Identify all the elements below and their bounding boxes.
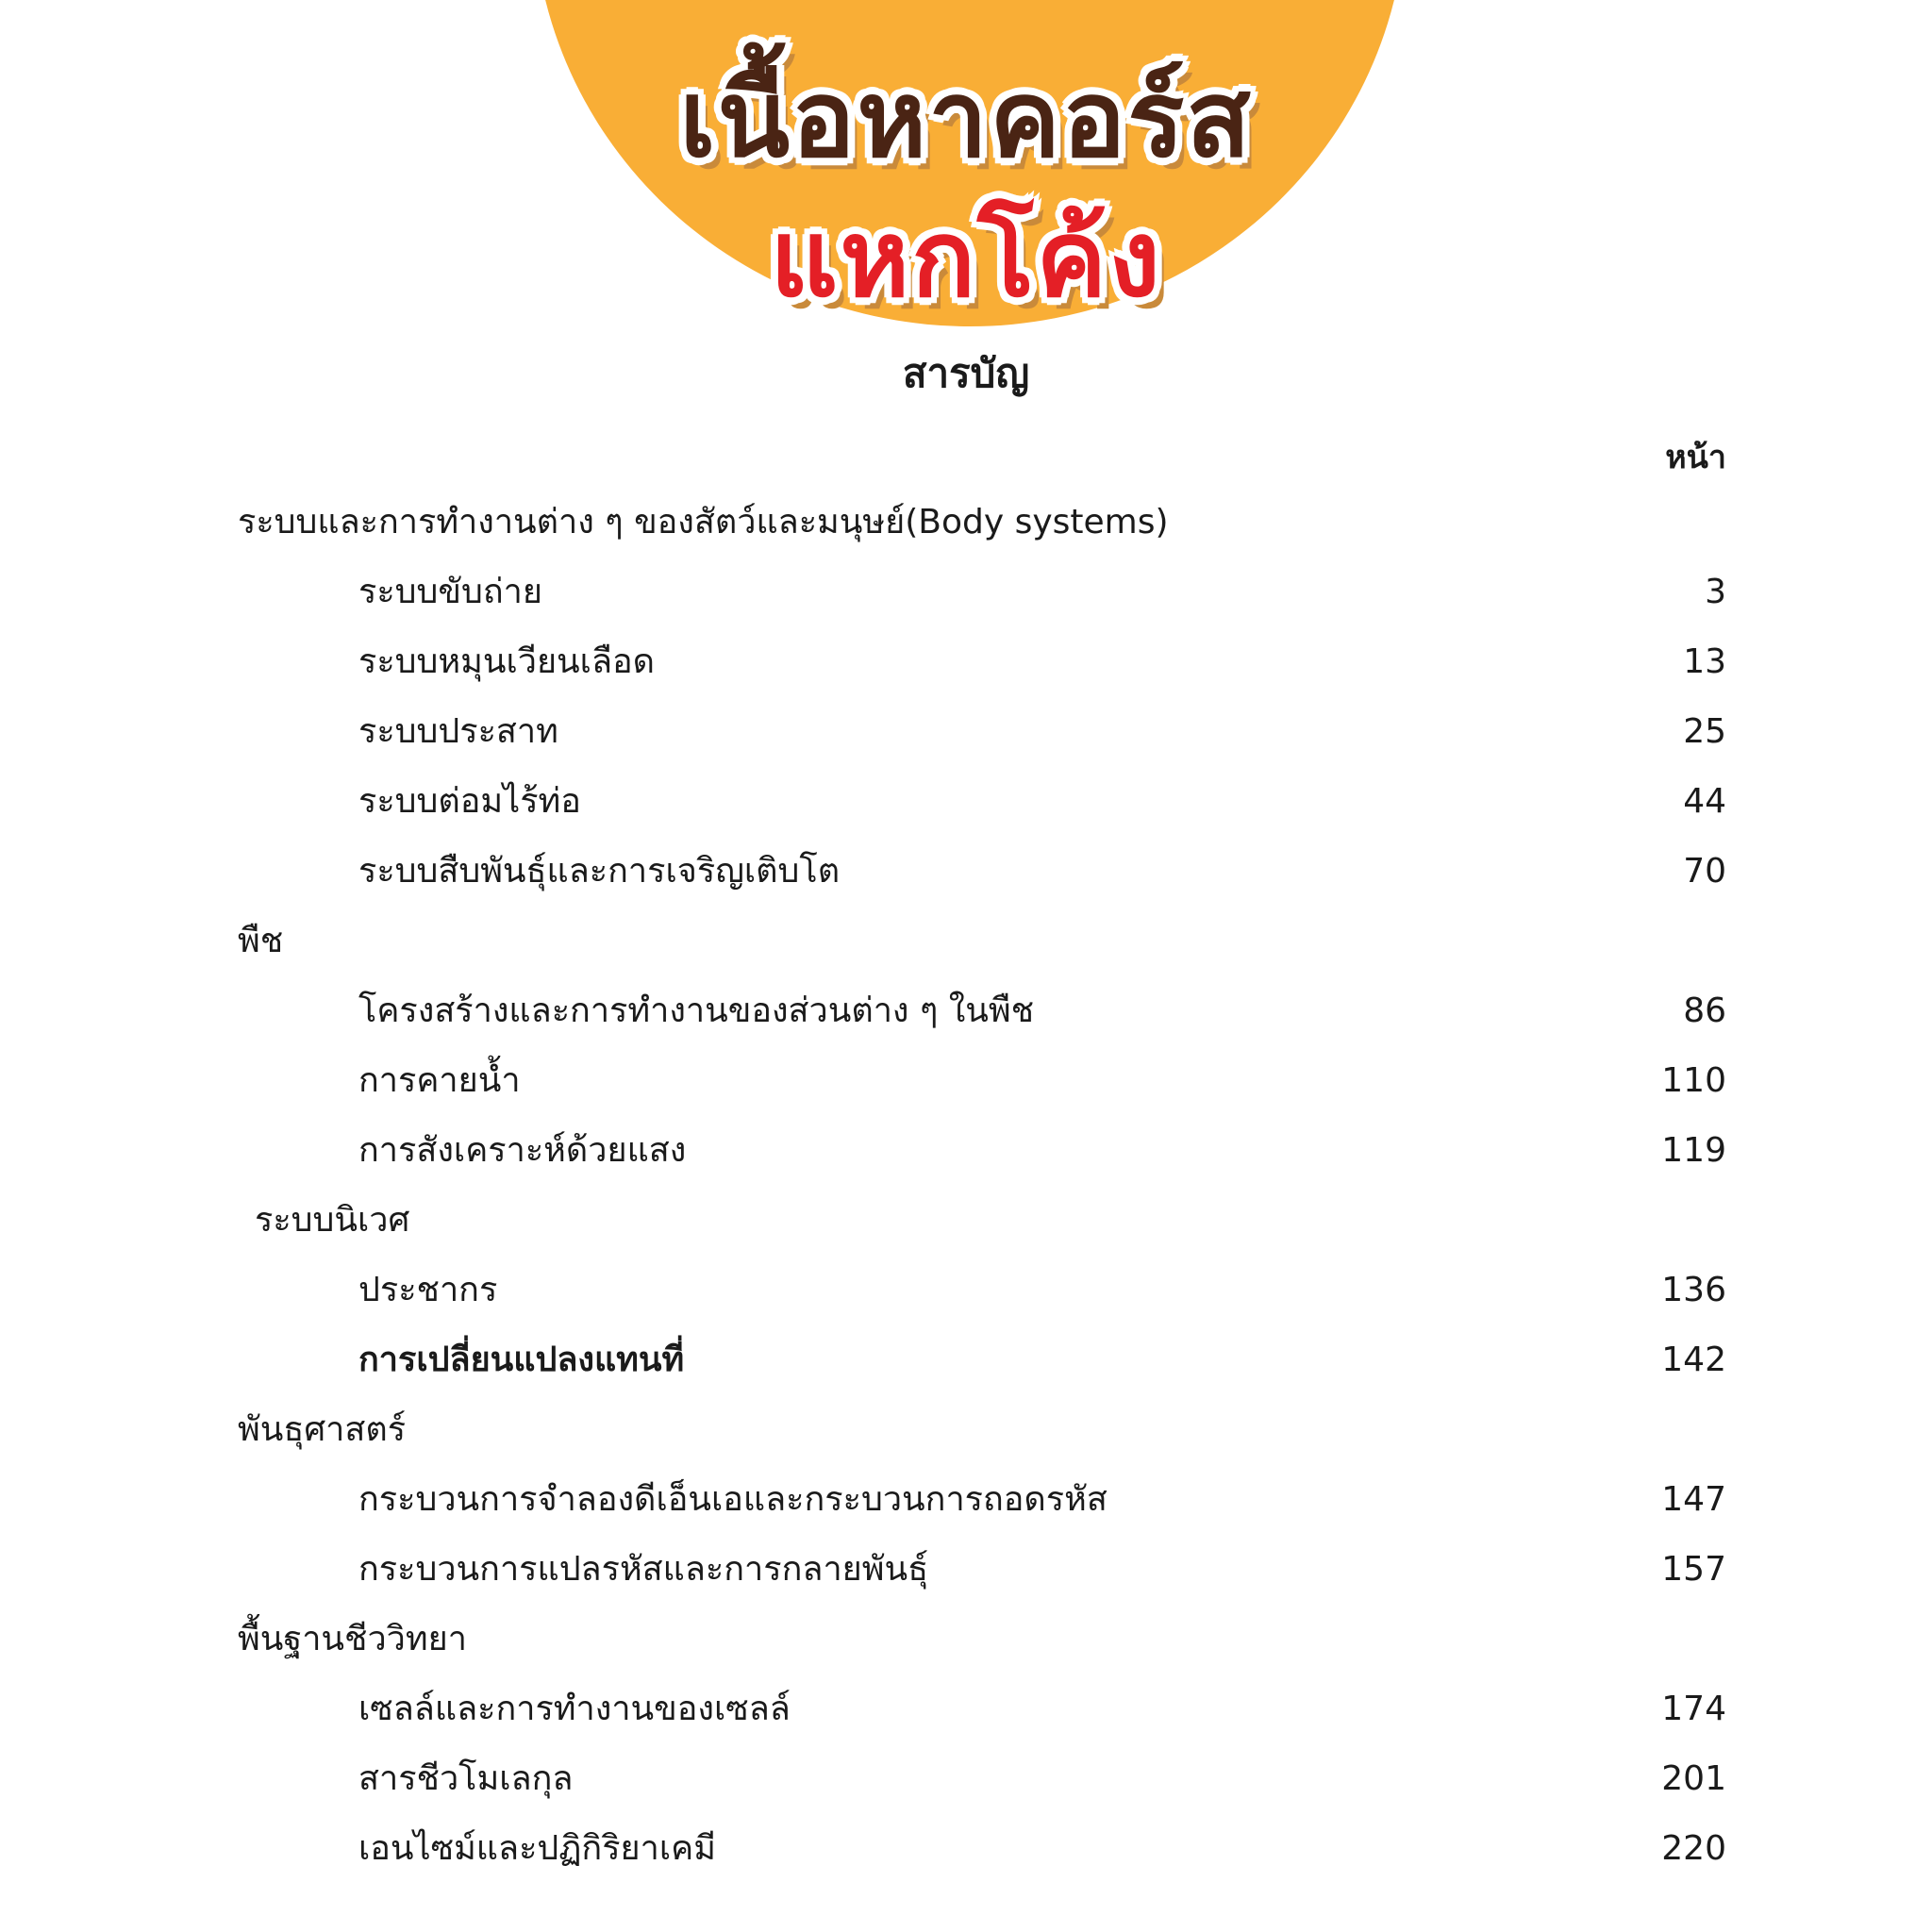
toc-heading: สารบัญ <box>902 350 1030 396</box>
entry-label: เซลล์และการทำงานของเซลล์ <box>358 1690 791 1728</box>
section-title: ระบบและการทำงานต่าง ๆ ของสัตว์และมนุษย์(Body systems) <box>238 503 1169 541</box>
toc-entry <box>0 1123 1932 1179</box>
toc-entry <box>0 1472 1932 1528</box>
entry-page: 110 <box>1661 1061 1726 1100</box>
entry-label: ระบบต่อมไร้ท่อ <box>358 782 581 821</box>
toc-entry <box>0 843 1932 900</box>
entry-label: กระบวนการจำลองดีเอ็นเอและกระบวนการถอดรหัส <box>358 1480 1108 1519</box>
toc-entry <box>0 564 1932 621</box>
entry-page: 86 <box>1683 991 1726 1030</box>
toc-section <box>0 1192 1932 1249</box>
entry-page: 220 <box>1661 1829 1726 1868</box>
entry-page: 157 <box>1661 1550 1726 1589</box>
entry-label: ระบบหมุนเวียนเลือด <box>358 642 656 681</box>
section-title: พื้นฐานชีววิทยา <box>238 1620 467 1658</box>
entry-page: 119 <box>1661 1131 1726 1170</box>
entry-label: การคายน้ำ <box>358 1061 521 1100</box>
toc-entry <box>0 1751 1932 1807</box>
entry-page: 174 <box>1661 1690 1726 1728</box>
toc-entry <box>0 1262 1932 1319</box>
entry-page: 3 <box>1705 573 1726 611</box>
entry-page: 142 <box>1661 1341 1726 1379</box>
section-title: ระบบนิเวศ <box>255 1201 410 1240</box>
entry-label: ระบบขับถ่าย <box>358 573 542 611</box>
toc-section <box>0 1611 1932 1668</box>
toc-entry <box>0 634 1932 691</box>
toc-entry <box>0 1541 1932 1598</box>
course-title-line1: เนื้อหาคอร์ส <box>679 58 1253 181</box>
entry-page: 201 <box>1661 1759 1726 1798</box>
toc-entry <box>0 774 1932 830</box>
toc-entry <box>0 1681 1932 1738</box>
entry-page: 70 <box>1683 852 1726 891</box>
entry-page: 136 <box>1661 1271 1726 1309</box>
toc-section <box>0 494 1932 551</box>
entry-label: ระบบสืบพันธุ์และการเจริญเติบโต <box>358 852 841 891</box>
section-title: พันธุศาสตร์ <box>238 1410 407 1449</box>
section-title: พืช <box>238 922 284 960</box>
entry-page: 44 <box>1683 782 1726 821</box>
entry-page: 13 <box>1683 642 1726 681</box>
entry-label: โครงสร้างและการทำงานของส่วนต่าง ๆ ในพืช <box>358 991 1035 1030</box>
toc-entry <box>0 1821 1932 1877</box>
entry-label: ระบบประสาท <box>358 712 558 751</box>
toc-section <box>0 1402 1932 1458</box>
entry-label: สารชีวโมเลกุล <box>358 1759 574 1798</box>
toc-entry <box>0 704 1932 760</box>
toc-entry <box>0 983 1932 1040</box>
entry-label: ประชากร <box>358 1271 498 1309</box>
entry-page: 25 <box>1683 712 1726 751</box>
toc-entry <box>0 1332 1932 1389</box>
course-title-line2: แหกโค้ง <box>770 198 1162 321</box>
entry-label: เอนไซม์และปฏิกิริยาเคมี <box>358 1829 716 1868</box>
entry-label: การเปลี่ยนแปลงแทนที่ <box>358 1341 685 1379</box>
entry-page: 147 <box>1661 1480 1726 1519</box>
toc-section <box>0 913 1932 970</box>
page-column-label: หน้า <box>1665 439 1726 476</box>
entry-label: การสังเคราะห์ด้วยแสง <box>358 1131 687 1170</box>
toc-entry <box>0 1053 1932 1109</box>
entry-label: กระบวนการแปลรหัสและการกลายพันธุ์ <box>358 1550 929 1589</box>
